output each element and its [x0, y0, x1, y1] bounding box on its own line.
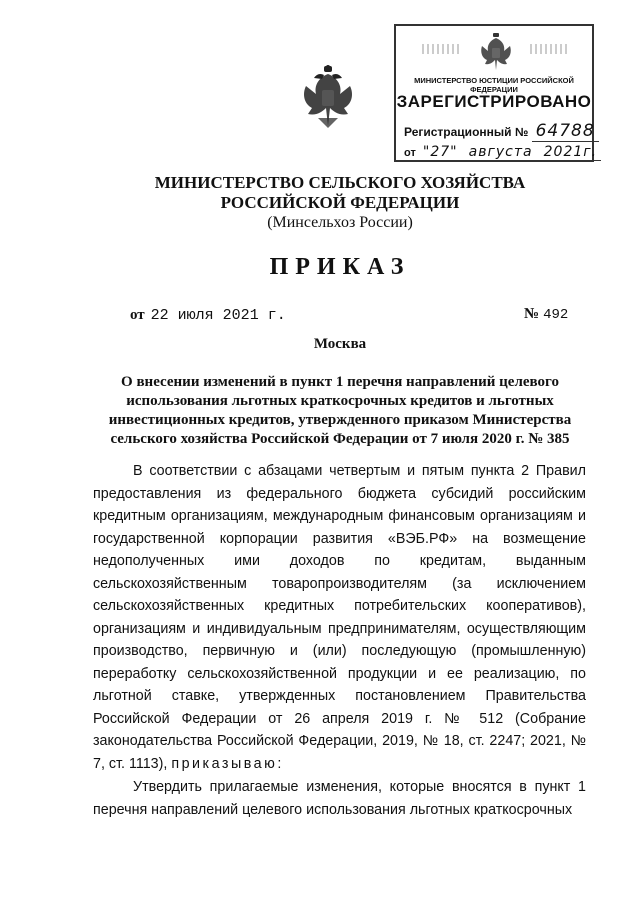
stamp-emblem-icon — [478, 32, 514, 72]
body-paragraph-2: Утвердить прилагаемые изменения, которые вносятся в пункт 1 перечня направлений целевого использования льготных краткосрочных — [93, 779, 586, 818]
order-title: ПРИКАЗ — [269, 254, 411, 280]
ministry-line-2: РОССИЙСКОЙ ФЕДЕРАЦИИ — [220, 193, 460, 212]
order-number-value: 492 — [543, 307, 569, 323]
stamp-registration-row — [404, 121, 595, 141]
stamp-registered-label: ЗАРЕГИСТРИРОВАНО — [396, 92, 592, 111]
order-city: Москва — [313, 336, 367, 352]
stamp-date-row — [404, 144, 598, 160]
stamp-reg-label: Регистрационный № — [404, 125, 529, 139]
body-paragraph-1-text: В соответствии с абзацами четвертым и пятым пункта 2 Правил предоставления из федерального бюджета субсидий российским кредитным организациям, международным финансовым организациям и государственной корпорации развития «ВЭБ.РФ» на возмещение недополученных ими доходов по кредитам, выданным сельскохозяйственным товаропроизводителям (за исключением сельскохозяйственных кредитных потребительских кооперативов), организациям и индивидуальным предпринимателям, осуществляющим производство, первичную и (или) последующую (промышленную) переработку сельскохозяйственной продукции и ее реализацию, по льготной ставке, утвержденных постановлением Правительства Российской Федерации от 26 апреля 2019 г. № 512 (Собрание законодательства Российской Федерации, 2019, № 18, ст. 2247; 2021, № 7, ст. 1113), — [93, 463, 586, 772]
order-body — [93, 460, 586, 821]
stamp-reg-number: 64788 — [532, 121, 599, 142]
stamp-date-month: августа — [465, 144, 537, 161]
body-paragraph-1 — [93, 460, 586, 775]
order-date-prefix: от — [130, 307, 145, 323]
order-number-label: № — [524, 306, 540, 322]
order-date — [130, 307, 286, 324]
order-subject: О внесении изменений в пункт 1 перечня направлений целевого использования льготных краткосрочных кредитов и льготных инвестиционных кредитов, утвержденного приказом Министерства сельского хозяйства Российской Федерации от 7 июля 2020 г. № 385 — [108, 374, 572, 447]
ministry-name — [90, 173, 590, 213]
coat-of-arms-emblem-icon — [298, 64, 358, 132]
ministry-line-1: МИНИСТЕРСТВО СЕЛЬСКОГО ХОЗЯЙСТВА — [154, 173, 526, 192]
stamp-ministry-name: МИНИСТЕРСТВО ЮСТИЦИИ РОССИЙСКОЙ ФЕДЕРАЦИИ — [414, 76, 574, 94]
stamp-date-day: "27" — [419, 144, 462, 161]
decree-word: приказываю: — [171, 755, 284, 772]
stamp-date-year: 2021г. — [540, 144, 601, 161]
stamp-date-prefix: от — [404, 147, 416, 159]
registration-stamp — [394, 24, 598, 162]
order-date-value: 22 июля 2021 г. — [150, 307, 286, 324]
ministry-short-name: (Минсельхоз России) — [267, 214, 413, 231]
order-number — [524, 306, 568, 323]
